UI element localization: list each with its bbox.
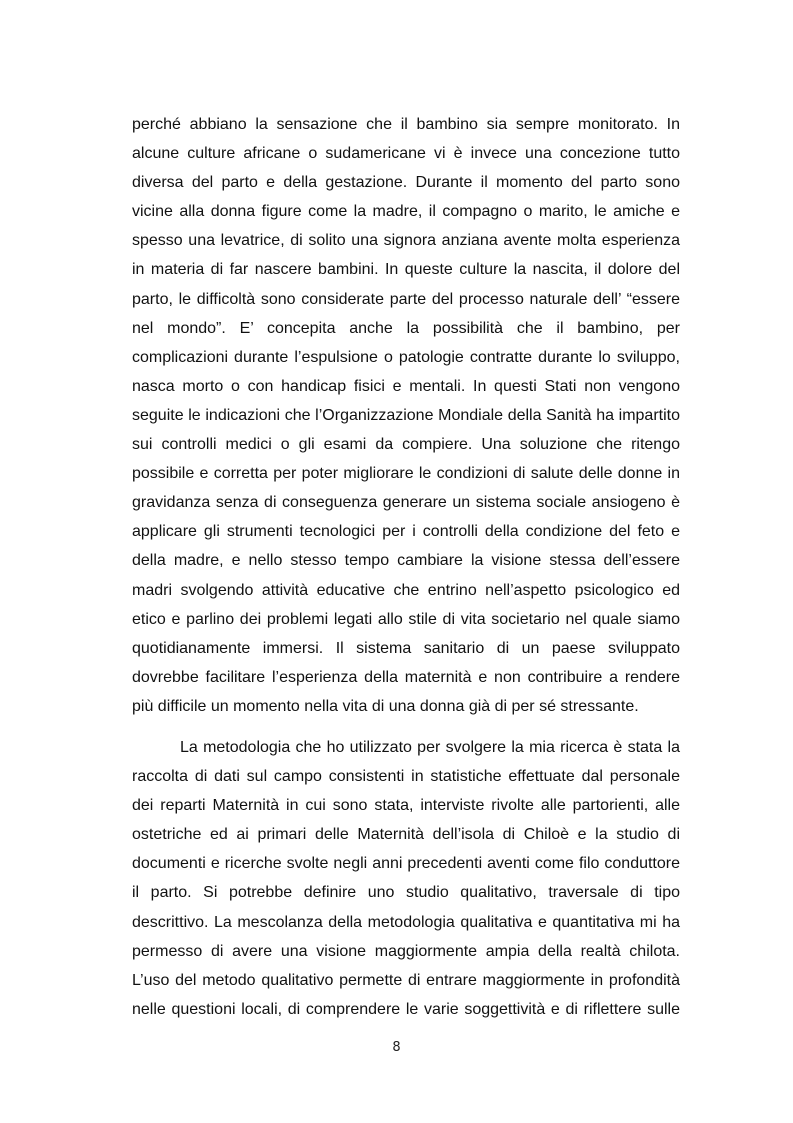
text-line: etico e parlino dei problemi legati allo stile di vita societario nel quale siamo xyxy=(132,610,680,628)
text-line: più difficile un momento nella vita di una donna già di per sé stressante. xyxy=(132,697,639,715)
paragraph-2 xyxy=(132,733,680,1024)
text-line: documenti e ricerche svolte negli anni precedenti aventi come filo conduttore xyxy=(132,855,680,873)
page-number: 8 xyxy=(392,1040,401,1055)
text-line: gravidanza senza di conseguenza generare un sistema sociale ansiogeno è xyxy=(132,494,680,512)
paragraph-1 xyxy=(132,110,680,721)
text-line: sui controlli medici o gli esami da compiere. Una soluzione che ritengo xyxy=(132,436,680,454)
text-line: descrittivo. La mescolanza della metodologia qualitativa e quantitativa mi ha xyxy=(132,913,680,931)
text-line: in materia di far nascere bambini. In queste culture la nascita, il dolore del xyxy=(132,261,680,279)
text-line: perché abbiano la sensazione che il bambino sia sempre monitorato. In xyxy=(132,116,680,133)
text-line: seguite le indicazioni che l’Organizzazione Mondiale della Sanità ha impartito xyxy=(132,406,680,424)
text-line: L’uso del metodo qualitativo permette di entrare maggiormente in profondità xyxy=(132,971,680,989)
text-line: alcune culture africane o sudamericane vi è invece una concezione tutto xyxy=(132,145,680,163)
text-line: permesso di avere una visione maggiormente ampia della realtà chilota. xyxy=(132,942,680,960)
text-line: nelle questioni locali, di comprendere le varie soggettività e di riflettere sulle xyxy=(132,1000,680,1018)
text-line: madri svolgendo attività educative che entrino nell’aspetto psicologico ed xyxy=(132,581,680,599)
text-line: ostetriche ed ai primari delle Maternità dell’isola di Chiloè e la studio di xyxy=(132,826,680,844)
text-line: complicazioni durante l’espulsione o patologie contratte durante lo sviluppo, xyxy=(132,348,680,366)
text-line: possibile e corretta per poter migliorare le condizioni di salute delle donne in xyxy=(132,465,680,483)
text-line: vicine alla donna figure come la madre, il compagno o marito, le amiche e xyxy=(132,203,680,221)
text-line: dovrebbe facilitare l’esperienza della maternità e non contribuire a rendere xyxy=(132,668,680,686)
text-line: applicare gli strumenti tecnologici per i controlli della condizione del feto e xyxy=(132,523,680,541)
text-line: il parto. Si potrebbe definire uno studio qualitativo, traversale di tipo xyxy=(132,884,680,902)
text-line: diversa del parto e della gestazione. Durante il momento del parto sono xyxy=(132,174,680,192)
text-line: raccolta di dati sul campo consistenti in statistiche effettuate dal personale xyxy=(132,768,680,786)
text-line: nasca morto o con handicap fisici e mentali. In questi Stati non vengono xyxy=(132,377,680,395)
text-line: spesso una levatrice, di solito una signora anziana avente molta esperienza xyxy=(132,232,680,250)
text-line: quotidianamente immersi. Il sistema sanitario di un paese sviluppato xyxy=(132,639,680,657)
text-line: dei reparti Maternità in cui sono stata, interviste rivolte alle partorienti, alle xyxy=(132,797,680,815)
text-line: nel mondo”. E’ concepita anche la possibilità che il bambino, per xyxy=(132,319,680,337)
text-line: parto, le difficoltà sono considerate parte del processo naturale dell’ “essere xyxy=(132,290,680,308)
text-line: della madre, e nello stesso tempo cambiare la visione stessa dell’essere xyxy=(132,552,680,570)
document-body xyxy=(132,110,680,1024)
text-line: La metodologia che ho utilizzato per svolgere la mia ricerca è stata la xyxy=(180,738,680,756)
